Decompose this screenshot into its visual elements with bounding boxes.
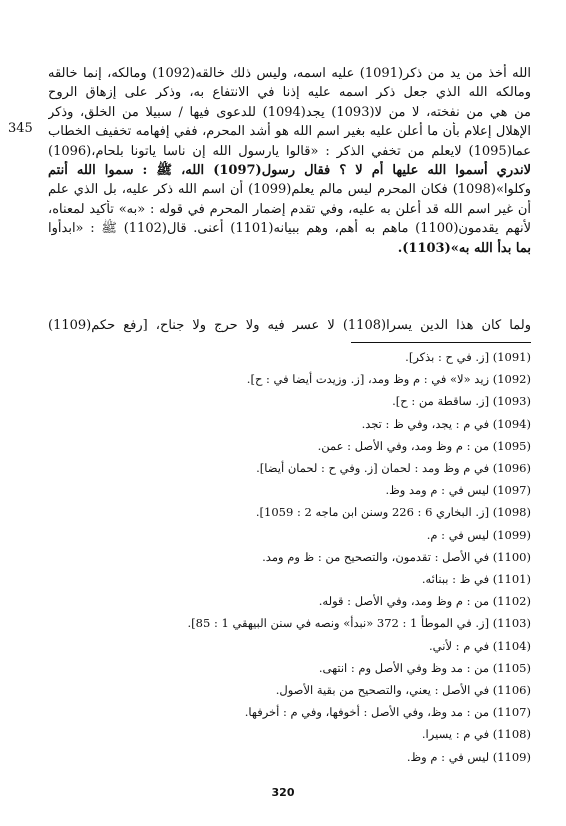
footnote: (1107) من : مد وظ، وفي الأصل : أخوفها، وفي م : أخرفها. [244,705,531,720]
footnote: (1097) ليس في : م ومد وظ. [385,483,531,498]
text-line: بما بدأ الله به»(1103). [397,240,531,256]
footnote: (1100) في الأصل : تقدمون، والتصحيح من : ظ وم ومد. [262,549,531,564]
footnote: (1098) [ز. البخاري 6 : 226 وسنن ابن ماجه 2 : 1059]. [255,505,531,520]
continuation-line: ولما كان هذا الدين يسرا(1108) لا عسر فيه ولا حرج ولا جناح، [رفع حكم(1109) [48,318,531,333]
hadith-line: لاندري أسموا الله عليها أم لا ؟ فقال رسول(1097) الله، ﷺ : سموا الله أنتم [48,163,531,179]
footnote: (1091) [ز. في ح : بذكر]. [405,350,531,364]
footnote: (1104) في م : لأني. [429,638,531,653]
footnote: (1102) من : م وظ ومد، وفي الأصل : قوله. [318,594,531,609]
margin-page-reference: 345 [8,121,33,136]
text-line: وكلوا»(1098) فكان المحرم ليس مالم يعلم(1099) أن اسم الله ذكر عليه، بل الذي علم [48,182,531,198]
footnote: (1096) في م وظ ومد : لحمان [ز. وفي ح : لحمان أيضا]. [256,461,531,476]
footnote: (1106) في الأصل : يعني، والتصحيح من بقية الأصول. [275,683,531,698]
text-line: الإهلال إعلام بأن ما أعلن عليه بغير اسم الله هو أشد المحرم، ففي إفهامه تخفيف الخطاب [48,124,531,140]
text-line: لأنهم يقدمون(1100) ماهم به أهم، وهم ببيانه(1101) أعنى. قال(1102) ﷺ : «ابدأوا [48,221,531,237]
footnote: (1094) في م : يجد، وفي ظ : تجد. [361,416,531,431]
footnote: (1095) من : م وظ ومد، وفي الأصل : عمن. [317,438,531,453]
footnote: (1101) في ظ : ببنائه. [421,572,531,587]
footnote: (1099) ليس في : م. [426,527,531,542]
text-line: من هي من نفخته، لا من لا(1093) يجد(1094) للدعوى فيها / سبيلا من الخلق، وذكر [48,104,531,120]
text-line: الله أخذ من يد من ذكر(1091) عليه اسمه، وليس ذلك خالقه(1092) ومالكه، إنما خالقه [48,66,531,81]
footnote: (1103) [ز. في الموطأ 1 : 372 «نبدأ» ونصه في سنن البيهقي 1 : 85]. [187,616,531,631]
footnote: (1093) [ز. ساقطة من : ح]. [392,394,531,409]
footnote: (1092) زيد «لا» في : م وظ ومد، [ز. وزيدت أيضا في : ح]. [246,372,531,387]
text-line: عما(1095) لايعلم من تخفي الذكر : «قالوا يارسول الله إن ناسا ياتونا بلحام،(1096) [48,143,531,159]
text-line: أن غير اسم الله قد أعلن به عليه، وفي تقدم إضمار المحرم في قوله : «به» تأكيد لمعناه، [48,201,531,217]
text-line: ومالكه الله الذي جعل ذكر اسمه عليه إذنا في الانتفاع به، وذكر على إزهاق الروح [48,85,531,101]
footnote: (1105) من : مد وظ وفي الأصل وم : انتهى. [318,660,531,675]
footnote-separator [351,342,531,343]
main-text [48,64,531,258]
footnote: (1108) في م : يسيرا. [421,727,531,742]
footnotes [40,346,531,768]
page-number: 320 [271,786,295,799]
footnote: (1109) ليس في : م وظ. [406,749,531,764]
